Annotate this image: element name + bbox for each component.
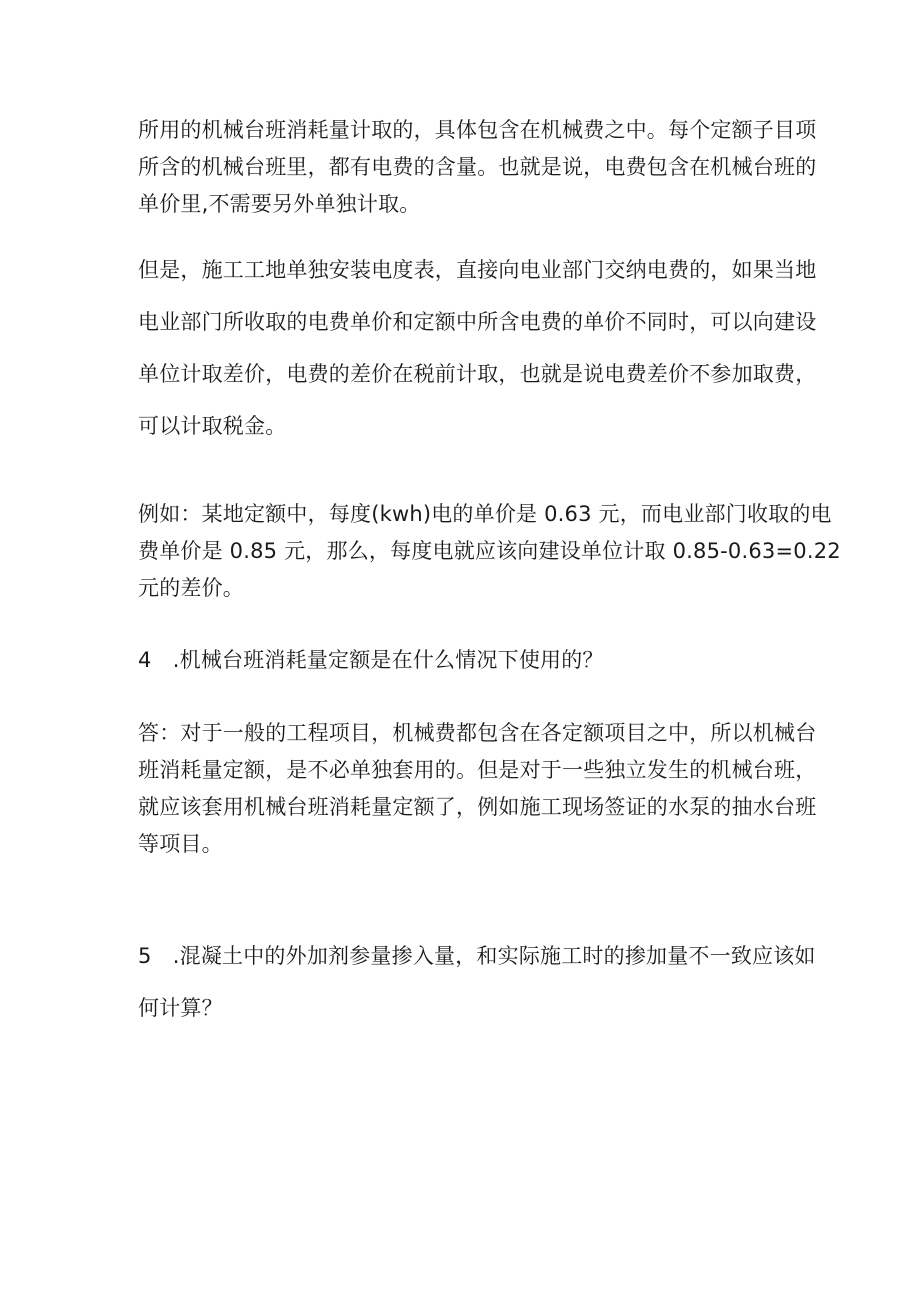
text-line: 单位计取差价，电费的差价在税前计取，也就是说电费差价不参加取费， — [138, 362, 817, 386]
text-line: 所含的机械台班里，都有电费的含量。也就是说，电费包含在机械台班的 — [138, 155, 817, 179]
answer-4 — [138, 715, 817, 863]
text-line: 就应该套用机械台班消耗量定额了，例如施工现场签证的水泵的抽水台班 — [138, 795, 817, 819]
text-line: 等项目。 — [138, 832, 223, 856]
text-line: 班消耗量定额，是不必单独套用的。但是对于一些独立发生的机械台班， — [138, 758, 817, 782]
question-text: 5 .混凝土中的外加剂参量掺入量，和实际施工时的掺加量不一致应该如 — [138, 944, 816, 968]
text-line: 电业部门所收取的电费单价和定额中所含电费的单价不同时，可以向建设 — [138, 310, 817, 334]
text-line: 可以计取税金。 — [138, 414, 287, 438]
question-text: 4 .机械台班消耗量定额是在什么情况下使用的？ — [138, 648, 604, 672]
text-line: 但是，施工工地单独安装电度表，直接向电业部门交纳电费的，如果当地 — [138, 258, 817, 282]
question-5 — [138, 930, 816, 1034]
question-4 — [138, 634, 788, 686]
text-line: 费单价是 0.85 元，那么，每度电就应该向建设单位计取 0.85-0.63=0.22 — [138, 539, 841, 563]
text-line: 答：对于一般的工程项目，机械费都包含在各定额项目之中，所以机械台 — [138, 721, 817, 745]
text-line: 单价里,不需要另外单独计取。 — [138, 192, 421, 216]
question-text: 何计算？ — [138, 996, 223, 1020]
text-line: 元的差价。 — [138, 576, 244, 600]
text-line: 所用的机械台班消耗量计取的，具体包含在机械费之中。每个定额子目项 — [138, 118, 817, 142]
paragraph-machine-fee — [138, 112, 817, 223]
paragraph-electricity-meter — [138, 244, 817, 452]
text-line: 例如：某地定额中，每度(kwh)电的单价是 0.63 元，而电业部门收取的电 — [138, 502, 832, 526]
paragraph-example — [138, 496, 841, 607]
